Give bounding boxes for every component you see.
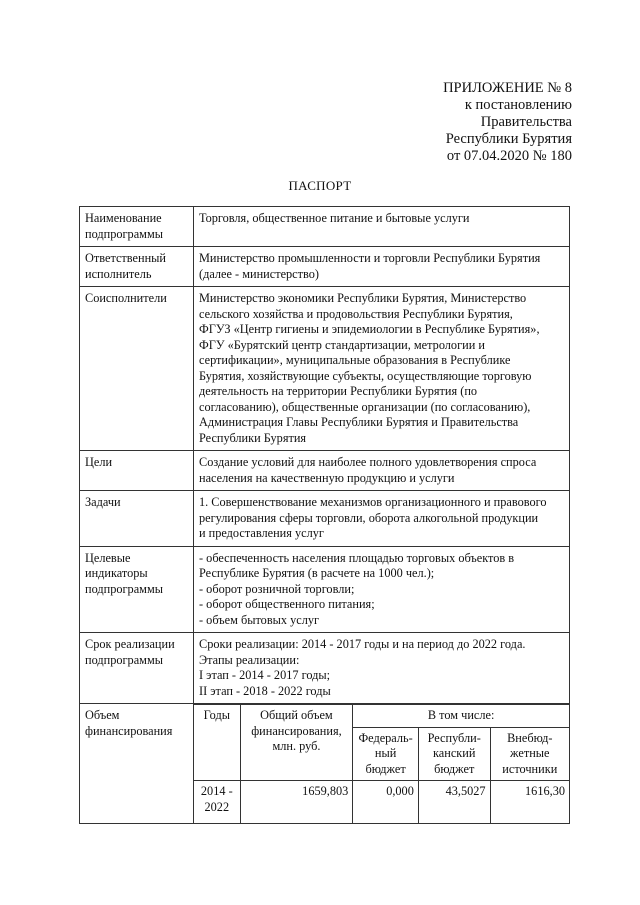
value-republic: 43,5027: [418, 781, 490, 824]
financing-header-row: [194, 705, 569, 728]
table-row: [80, 546, 570, 633]
table-row: [80, 287, 570, 451]
row-content-line: Республики Бурятия: [199, 430, 307, 445]
row-content-line: сельского хозяйства и продовольствия Республики Бурятия,: [199, 306, 513, 321]
row-content: [194, 207, 570, 247]
row-content: [194, 633, 570, 704]
row-content-line: II этап - 2018 - 2022 годы: [199, 683, 331, 698]
header-total-line: Общий объем: [260, 708, 333, 722]
row-label-line: Срок реализации: [85, 637, 175, 651]
table-row: [80, 451, 570, 491]
header-line: Правительства: [480, 114, 572, 130]
row-label-line: Ответственный: [85, 251, 166, 265]
row-content: [194, 546, 570, 633]
row-content-line: сертификации», муниципальные образования в Республике: [199, 353, 511, 367]
row-content-line: I этап - 2014 - 2017 годы;: [199, 668, 331, 682]
passport-body: [80, 207, 570, 824]
header-total-line: млн. руб.: [272, 739, 321, 753]
row-content-line: согласованию), общественные организации (по согласованию),: [199, 399, 531, 414]
row-content-line: Сроки реализации: 2014 - 2017 годы и на период до 2022 года.: [199, 637, 526, 651]
row-label: [80, 451, 194, 491]
row-content: [194, 247, 570, 287]
row-label: [80, 287, 194, 451]
header-republic-line: бюджет: [434, 761, 475, 776]
row-content-line: Этапы реализации:: [199, 652, 300, 667]
row-content-line: Бурятия, хозяйствующие субъекты, осуществляющие торговую: [199, 368, 532, 383]
header-line: от 07.04.2020 № 180: [446, 148, 572, 164]
header-total-line: финансирования,: [251, 723, 342, 738]
row-label-line: Цели: [85, 455, 113, 469]
row-label: [80, 491, 194, 547]
header-federal-line: бюджет: [365, 761, 406, 776]
row-content-line: и предоставления услуг: [199, 526, 324, 540]
table-row: [80, 491, 570, 547]
value-federal: 0,000: [353, 781, 419, 824]
row-content: [194, 287, 570, 451]
value-total: 1659,803: [240, 781, 353, 824]
header-line: ПРИЛОЖЕНИЕ № 8: [443, 80, 572, 96]
row-label-line: Задачи: [85, 495, 121, 509]
header-years: Годы: [194, 705, 240, 781]
row-content-line: Создание условий для наиболее полного удовлетворения спроса: [199, 455, 537, 469]
header-extrabudget: [490, 727, 569, 781]
financing-table: [194, 704, 569, 823]
row-content-line: Министерство экономики Республики Бурятия, Министерство: [199, 291, 527, 305]
header-federal-line: Федераль-: [358, 730, 413, 745]
row-label-line: подпрограммы: [85, 226, 163, 241]
header-republic: [418, 727, 490, 781]
row-content-line: деятельность на территории Республики Бурятия (по: [199, 384, 478, 398]
value-years-line: 2014 -: [200, 784, 233, 798]
row-content: [194, 451, 570, 491]
table-row: [80, 247, 570, 287]
row-content-line: - объем бытовых услуг: [199, 612, 320, 627]
row-label-line: финансирования: [85, 723, 173, 738]
value-extrabudget: 1616,30: [490, 781, 569, 824]
header-including: В том числе:: [353, 705, 569, 728]
document-title: ПАСПОРТ: [288, 178, 352, 193]
financing-cell: [194, 704, 570, 824]
row-label-line: Объем: [85, 708, 120, 722]
row-content-line: ФГУЗ «Центр гигиены и эпидемиологии в Республике Бурятия»,: [199, 322, 540, 336]
row-label-line: исполнитель: [85, 266, 152, 281]
row-content-line: Торговля, общественное питание и бытовые услуги: [199, 211, 470, 225]
header-republic-line: Республи-: [427, 730, 481, 745]
row-label-line: подпрограммы: [85, 652, 163, 667]
table-row: [80, 633, 570, 704]
row-label-line: Целевые: [85, 550, 131, 565]
row-content-line: населения на качественную продукцию и услуги: [199, 470, 455, 485]
value-years: [194, 781, 240, 824]
row-content-line: регулирования сферы торговли, оборота алкогольной продукции: [199, 510, 539, 525]
header-extrabudget-line: источники: [502, 761, 558, 776]
row-label: [80, 633, 194, 704]
financing-row: [80, 704, 570, 824]
row-content-line: 1. Совершенствование механизмов организационного и правового: [199, 495, 547, 509]
row-content-line: - обеспеченность населения площадью торговых объектов в: [199, 550, 515, 565]
header-extrabudget-line: жетные: [510, 746, 550, 760]
header-total: [240, 705, 353, 781]
row-content-line: Администрация Главы Республики Бурятия и Правительства: [199, 415, 519, 429]
row-label-line: индикаторы: [85, 566, 148, 580]
row-label-line: подпрограммы: [85, 581, 163, 596]
row-content-line: ФГУ «Бурятский центр стандартизации, метрологии и: [199, 337, 485, 352]
passport-table: [79, 206, 570, 824]
row-content: [194, 491, 570, 547]
row-content-line: Республике Бурятия (в расчете на 1000 чел.);: [199, 566, 435, 580]
financing-data-row: [194, 781, 569, 824]
row-label-line: Соисполнители: [85, 291, 167, 305]
row-content-line: - оборот общественного питания;: [199, 597, 375, 611]
row-label-line: Наименование: [85, 211, 162, 225]
header-line: к постановлению: [464, 97, 572, 113]
row-content-line: Министерство промышленности и торговли Республики Бурятия: [199, 251, 541, 265]
header-federal: [353, 727, 419, 781]
header-federal-line: ный: [374, 746, 397, 760]
row-label: [80, 207, 194, 247]
row-content-line: - оборот розничной торговли;: [199, 581, 355, 596]
header-extrabudget-line: Внебюд-: [507, 730, 553, 745]
value-years-line: 2022: [204, 799, 230, 814]
header-republic-line: канский: [433, 746, 476, 760]
approval-header: [380, 80, 572, 165]
row-label: [80, 704, 194, 824]
row-content-line: (далее - министерство): [199, 266, 319, 281]
row-label: [80, 546, 194, 633]
table-row: [80, 207, 570, 247]
row-label: [80, 247, 194, 287]
header-line: Республики Бурятия: [445, 131, 572, 147]
